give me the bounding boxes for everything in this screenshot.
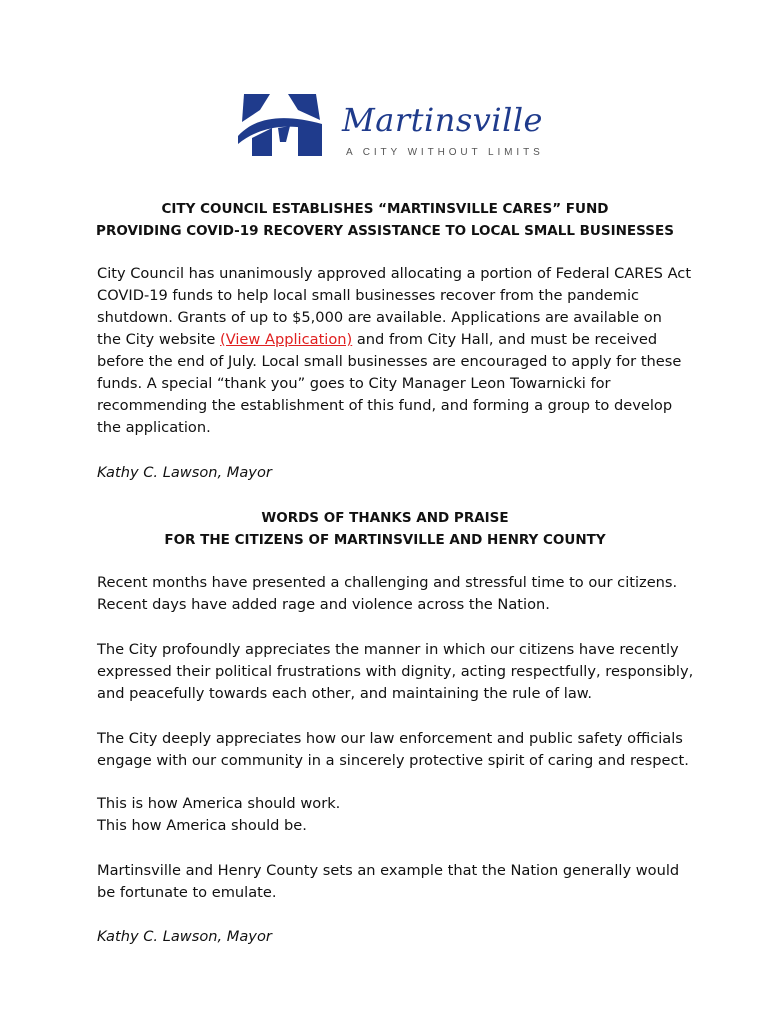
body-text: and from City Hall, and must be received xyxy=(352,331,658,348)
body-line: The City profoundly appreciates the manner in which our citizens have recently xyxy=(97,641,679,658)
m-emblem-icon xyxy=(238,92,330,164)
logo-tagline: A CITY WITHOUT LIMITS xyxy=(346,147,544,158)
body-text: the City website xyxy=(97,331,221,348)
article2-paragraph-3 xyxy=(97,728,697,772)
article2-paragraph-5 xyxy=(97,860,697,904)
article2-paragraph-2 xyxy=(97,639,697,705)
article2-paragraph-4 xyxy=(97,793,697,837)
article1-heading xyxy=(0,198,770,242)
article2-paragraph-1 xyxy=(97,572,697,616)
body-line: The City deeply appreciates how our law enforcement and public safety officials xyxy=(97,730,683,747)
body-line: expressed their political frustrations with dignity, acting respectfully, responsibly, xyxy=(97,663,694,680)
body-line: Martinsville and Henry County sets an example that the Nation generally would xyxy=(97,862,680,879)
martinsville-logo xyxy=(238,92,548,164)
body-line: be fortunate to emulate. xyxy=(97,884,277,901)
body-line: funds. A special “thank you” goes to City Manager Leon Towarnicki for xyxy=(97,375,611,392)
article2-heading xyxy=(0,507,770,551)
body-line: shutdown. Grants of up to $5,000 are available. Applications are available on xyxy=(97,309,662,326)
body-line: COVID-19 funds to help local small businesses recover from the pandemic xyxy=(97,287,640,304)
article2-signature: Kathy C. Lawson, Mayor xyxy=(97,928,272,945)
body-line: recommending the establishment of this fund, and forming a group to develop xyxy=(97,397,673,414)
heading-line: PROVIDING COVID-19 RECOVERY ASSISTANCE TO LOCAL SMALL BUSINESSES xyxy=(96,223,674,239)
view-application-link[interactable]: (View Application) xyxy=(220,331,353,348)
body-line: City Council has unanimously approved allocating a portion of Federal CARES Act xyxy=(97,265,692,282)
body-line: before the end of July. Local small businesses are encouraged to apply for these xyxy=(97,353,682,370)
body-line: This is how America should work. xyxy=(97,795,341,812)
body-line: and peacefully towards each other, and maintaining the rule of law. xyxy=(97,685,593,702)
body-line: the application. xyxy=(97,419,211,436)
body-line: Recent days have added rage and violence across the Nation. xyxy=(97,596,550,613)
heading-line: CITY COUNCIL ESTABLISHES “MARTINSVILLE CARES” FUND xyxy=(161,201,609,217)
heading-line: WORDS OF THANKS AND PRAISE xyxy=(261,510,509,526)
body-line: Recent months have presented a challenging and stressful time to our citizens. xyxy=(97,574,678,591)
body-line-with-link xyxy=(97,329,697,351)
article1-body xyxy=(97,263,697,439)
body-line: This how America should be. xyxy=(97,817,307,834)
heading-line: FOR THE CITIZENS OF MARTINSVILLE AND HENRY COUNTY xyxy=(164,532,606,548)
logo-wordmark: Martinsville xyxy=(342,101,543,139)
body-line: engage with our community in a sincerely protective spirit of caring and respect. xyxy=(97,752,689,769)
article1-signature: Kathy C. Lawson, Mayor xyxy=(97,464,272,481)
